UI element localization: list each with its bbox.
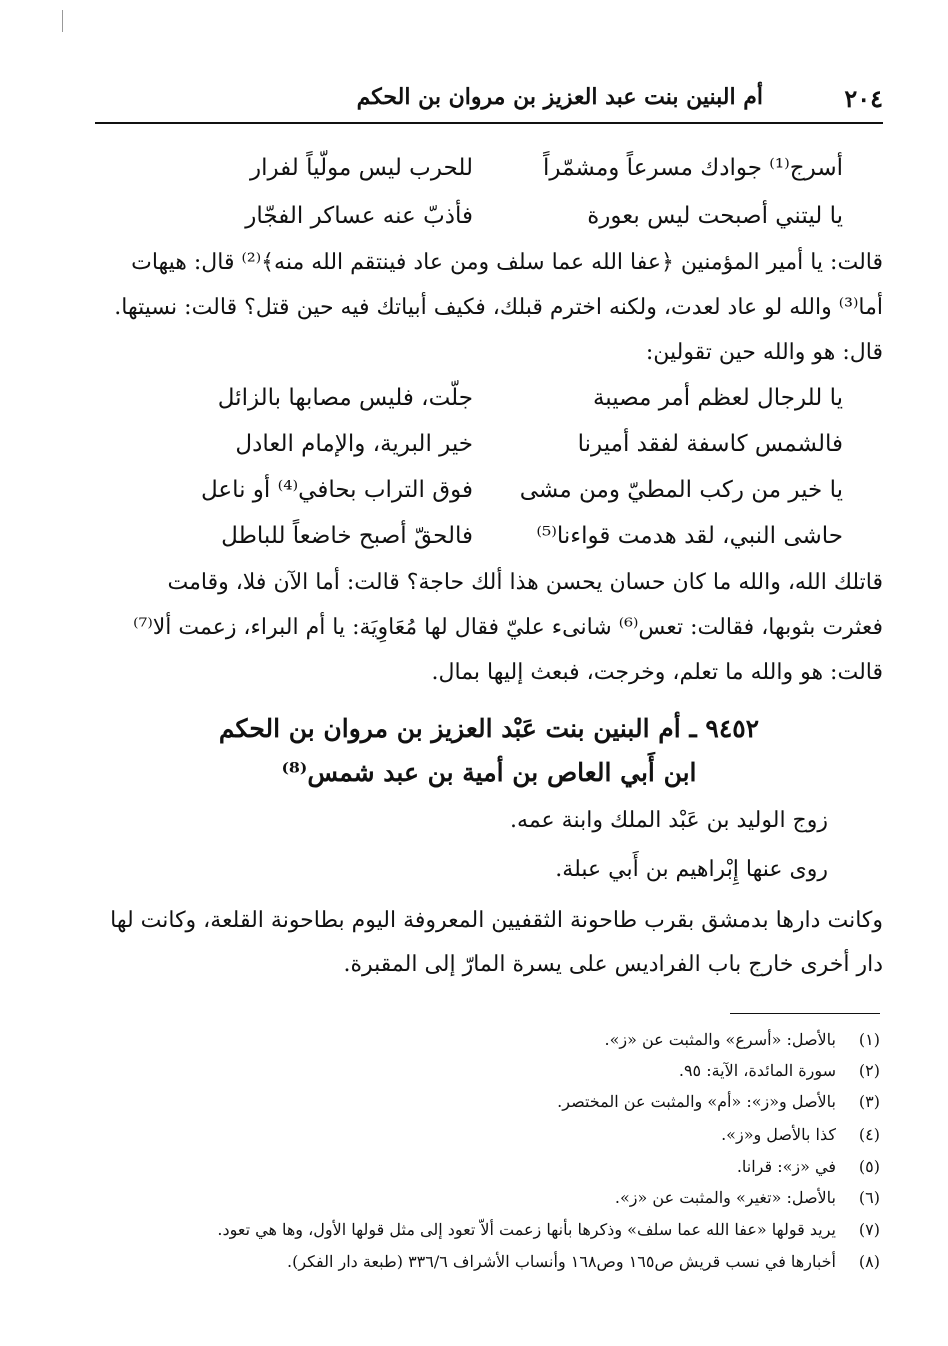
verse-second-hemistich: للحرب ليس مولّياً لفرار bbox=[249, 155, 473, 181]
footnote-5 bbox=[737, 1157, 880, 1176]
footnote-8 bbox=[287, 1252, 880, 1271]
verse-first-hemistich: حاشى النبي، لقد هدمت قواءنا⁽⁵⁾ bbox=[536, 523, 843, 549]
footnote-text: بالأصل: «أسرع» والمثبت عن «ز». bbox=[604, 1030, 836, 1049]
footnote-2 bbox=[679, 1061, 880, 1080]
verse-first-hemistich: أسرج⁽¹⁾ جوادك مسرعاً ومشمّراً bbox=[543, 155, 843, 181]
page-number: ٢٠٤ bbox=[844, 84, 883, 113]
footnote-divider bbox=[730, 1013, 880, 1014]
footnote-text: يريد قولها «عفا الله عما سلف» وذكرها بأنها زعمت ألاّ تعود إلى مثل قولها الأول، وها هي تعود. bbox=[217, 1220, 836, 1239]
footnote-text: أخبارها في نسب قريش ص١٦٥ وص١٦٨ وأنساب الأشراف ٣٣٦/٦ (طبعة دار الفكر). bbox=[287, 1252, 836, 1271]
verse-second-hemistich: خير البرية، والإمام العادل bbox=[235, 431, 473, 457]
poem1-verse-1 bbox=[103, 155, 843, 199]
footnote-text: بالأصل و«ز»: «أم» والمثبت عن المختصر. bbox=[557, 1092, 836, 1111]
footnote-text: بالأصل: «تغير» والمثبت عن «ز». bbox=[614, 1188, 836, 1207]
footnote-number: (٢) bbox=[858, 1061, 880, 1080]
verse-second-hemistich: جلّت، فليس مصابها بالزائل bbox=[217, 385, 473, 411]
entry-paragraph: زوج الوليد بن عَبْد الملك وابنة عمه. bbox=[510, 808, 828, 833]
entry-heading-line-2: ابن أَبي العاص بن أمية بن عبد شمس⁽⁸⁾ bbox=[281, 758, 697, 787]
footnote-text: كذا بالأصل و«ز». bbox=[721, 1125, 836, 1144]
running-header bbox=[95, 82, 883, 118]
verse-first-hemistich: يا ليتني أصبحت ليس بعورة bbox=[587, 203, 843, 229]
margin-mark bbox=[62, 10, 63, 32]
verse-second-hemistich: فالحقّ أصبح خاضعاً للباطل bbox=[221, 523, 473, 549]
footnote-number: (١) bbox=[858, 1030, 880, 1049]
prose-line: قالت: يا أمير المؤمنين ﴿عفا الله عما سلف ومن عاد فينتقم الله منه﴾⁽²⁾ قال: هيهات bbox=[131, 250, 883, 275]
verse-second-hemistich: فوق التراب بحافي⁽⁴⁾ أو ناعل bbox=[200, 477, 473, 503]
verse-first-hemistich: يا للرجال لعظم أمر مصيبة bbox=[592, 385, 843, 411]
footnote-number: (٨) bbox=[858, 1252, 880, 1271]
verse-first-hemistich: فالشمس كاسفة لفقد أميرنا bbox=[577, 431, 843, 457]
footnote-text: في «ز»: قرانا. bbox=[736, 1157, 836, 1176]
footnote-3 bbox=[557, 1092, 880, 1111]
running-title: أم البنين بنت عبد العزيز بن مروان بن الحكم bbox=[356, 84, 763, 110]
entry-paragraph: دار أخرى خارج باب الفراديس على يسرة المارّ إلى المقبرة. bbox=[343, 952, 883, 977]
entry-paragraph: وكانت دارها بدمشق بقرب طاحونة الثقفيين المعروفة اليوم بطاحونة القلعة، وكانت لها bbox=[110, 908, 883, 933]
verse-first-hemistich: يا خير من ركب المطيّ ومن مشى bbox=[519, 477, 843, 503]
poem2-verse-2 bbox=[103, 431, 843, 475]
footnote-number: (٤) bbox=[858, 1125, 880, 1144]
verse-second-hemistich: فأذبّ عنه عساكر الفجّار bbox=[245, 203, 473, 229]
poem2-verse-4 bbox=[103, 523, 843, 567]
footnote-number: (٧) bbox=[858, 1220, 880, 1239]
poem1-verse-2 bbox=[103, 203, 843, 247]
prose-line: قال: هو والله حين تقولين: bbox=[645, 340, 883, 365]
prose-line: قاتلك الله، والله ما كان حسان يحسن هذا ألك حاجة؟ قالت: أما الآن فلا، وقامت bbox=[167, 570, 883, 595]
footnote-text: سورة المائدة، الآية: ٩٥. bbox=[678, 1061, 836, 1080]
prose-line: فعثرت بثوبها، فقالت: تعس⁽⁶⁾ شانىء عليّ فقال لها مُعَاوِيَة: يا أم البراء، زعمت ألا⁽⁷⁾ bbox=[133, 615, 883, 640]
header-divider bbox=[95, 122, 883, 124]
prose-line: قالت: هو والله ما تعلم، وخرجت، فبعث إليها بمال. bbox=[431, 660, 883, 685]
footnote-7 bbox=[217, 1220, 880, 1239]
footnote-number: (٦) bbox=[858, 1188, 880, 1207]
footnote-6 bbox=[615, 1188, 880, 1207]
poem2-verse-1 bbox=[103, 385, 843, 429]
footnote-number: (٥) bbox=[858, 1157, 880, 1176]
poem2-verse-3 bbox=[103, 477, 843, 521]
entry-heading-line-1: ٩٤٥٢ ـ أم البنين بنت عَبْد العزيز بن مروان بن الحكم bbox=[218, 714, 760, 743]
footnote-1 bbox=[605, 1030, 880, 1049]
footnote-4 bbox=[721, 1125, 880, 1144]
footnote-number: (٣) bbox=[858, 1092, 880, 1111]
entry-paragraph: روى عنها إِبْراهيم بن أَبي عبلة. bbox=[555, 857, 828, 882]
prose-line: أما⁽³⁾ والله لو عاد لعدت، ولكنه اخترم قبلك، فكيف أبياتك فيه حين قتل؟ قالت: نسيتها. bbox=[114, 295, 883, 320]
